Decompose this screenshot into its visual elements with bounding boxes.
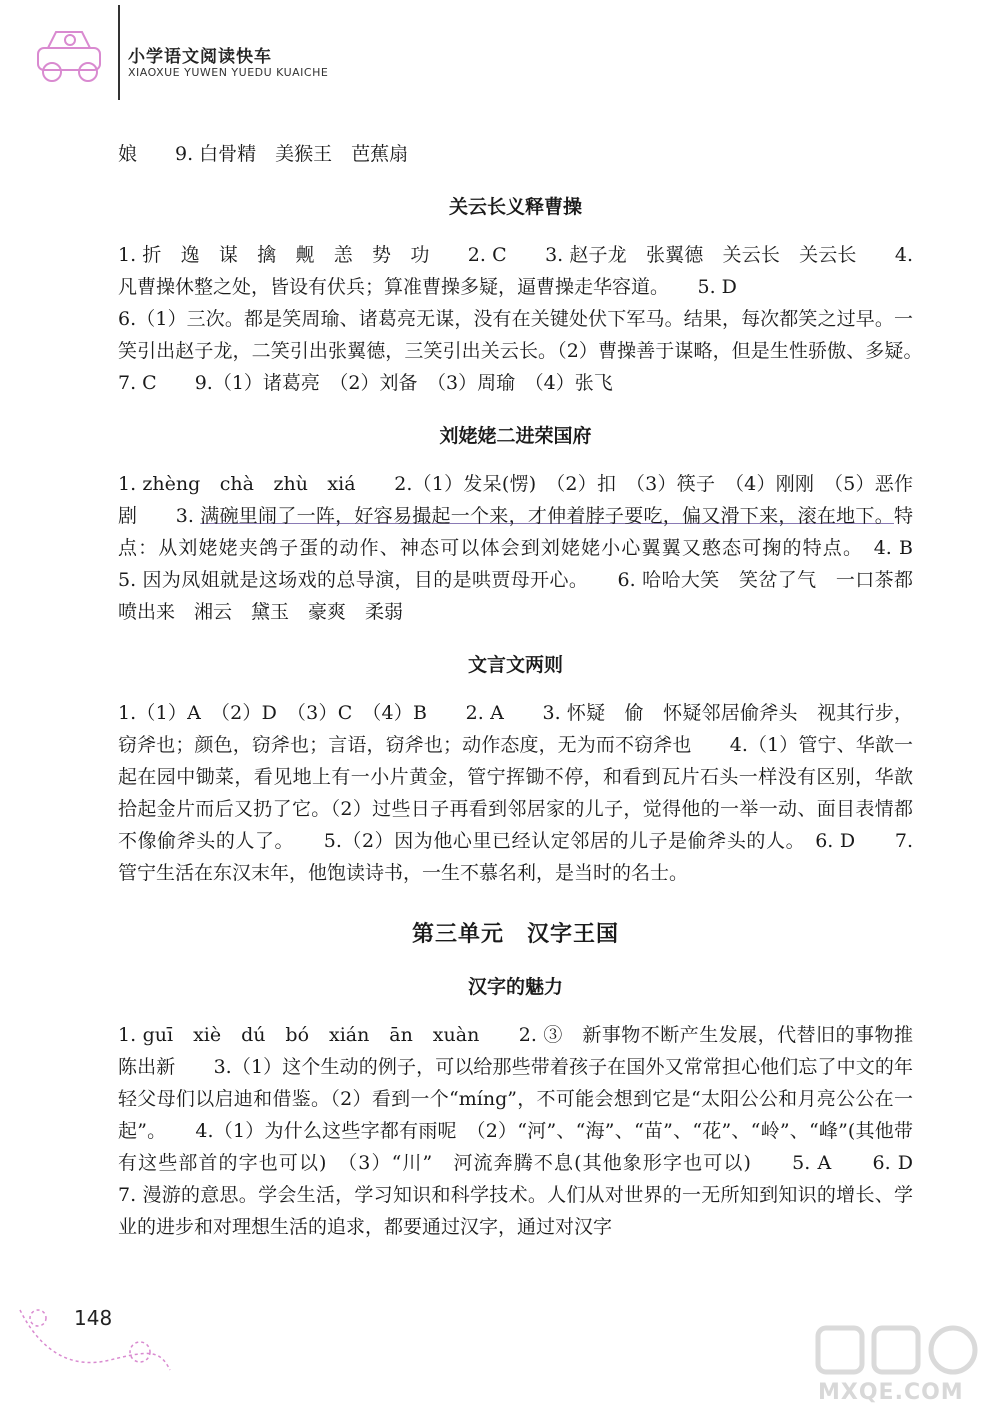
floral-decoration-icon [10, 1290, 180, 1380]
answer-text: 1. zhèng chà zhù xiá 2.（1）发呆(愣) （2）扣 （3）筷子 （4）刚刚 （5）恶作剧 3. [118, 473, 913, 527]
answer-para-3 [118, 468, 952, 628]
watermark-text: MXQE.COM [818, 1380, 964, 1405]
section-heading-3: 文言文两则 [467, 654, 563, 676]
answer-line-1: 娘 9. 白骨精 美猴王 芭蕉扇 [118, 143, 409, 165]
answer-para-4: 1.（1）A （2）D （3）C （4）B 2. A 3. 怀疑 偷 怀疑邻居偷斧头 视其行步，窃斧也；颜色，窃斧也；言语，窃斧也；动作态度，无为而不窃斧也 4.（1）管宁、华歆一起在园中锄菜，看见地上有一小片黄金，管宁挥锄不停，和看到瓦片石头一样没有区别，华歆拾起金片而后又扔了它。（2）过些日子再看到邻居家的儿子，觉得他的一举一动、面目表情都不像偷斧头的人了。 5.（2）因为他心里已经认定邻居的儿子是偷斧头的人。 6. D 7. 管宁生活在东汉末年，他饱读诗书，一生不慕名利，是当时的名士。 [118, 702, 913, 884]
answer-para-2: 6.（1）三次。都是笑周瑜、诸葛亮无谋，没有在关键处伏下军马。结果，每次都笑之过早。一笑引出赵子龙，二笑引出张翼德，三笑引出关云长。（2）曹操善于谋略，但是生性骄傲、多疑。 7. C 9.（1）诸葛亮 （2）刘备 （3）周瑜 （4）张飞 [118, 308, 933, 394]
answer-para-5: 1. guī xiè dú bó xián ān xuàn 2. ③ 新事物不断产生发展，代替旧的事物推陈出新 3.（1）这个生动的例子，可以给那些带着孩子在国外又常常担心他们忘了中文的年轻父母们以启迪和借鉴。（2）看到一个“míng”，不可能会想到它是“太阳公公和月亮公公在一起”。 4.（1）为什么这些字都有雨呢 （2）“河”、“海”、“苗”、“花”、“岭”、“峰”(其他带有这些部首的字也可以) （3）“川” 河流奔腾不息(其他象形字也可以) 5. A 6. D 7. 漫游的意思。学会生活，学习知识和科学技术。人们从对世界的一无所知到知识的增长、学业的进步和对理想生活的追求，都要通过汉字，通过对汉字 [118, 1024, 952, 1238]
section-heading-1: 关云长义释曹操 [448, 196, 582, 218]
brand-title: 小学语文阅读快车 [128, 47, 272, 67]
page-number: 148 [74, 1306, 113, 1330]
answer-para-1: 1. 折 逸 谋 擒 觍 恙 势 功 2. C 3. 赵子龙 张翼德 关云长 关云长 4. 凡曹操休整之处，皆设有伏兵；算准曹操多疑，逼曹操走华容道。 5. D [118, 244, 913, 298]
section-heading-2: 刘姥姥二进荣国府 [439, 425, 592, 447]
header-divider [118, 5, 120, 100]
answer-content [118, 138, 952, 1243]
underlined-quote: 满碗里闹了一阵，好容易撮起一个来，才伸着脖子要吃，偏又滑下来，滚在地下。 [200, 505, 894, 527]
answer-text: 特点：从刘姥姥夹鸽子蛋的动作、神态可以体会到刘姥姥小心翼翼又憨态可掬的特点。 4. B 5. 因为凤姐就是这场戏的总导演，目的是哄贾母开心。 6. 哈哈大笑 笑岔了气 一口茶都喷出来 湘云 黛玉 豪爽 柔弱 [118, 505, 952, 623]
brand-subtitle: XIAOXUE YUWEN YUEDU KUAICHE [128, 66, 329, 79]
toy-car-icon [30, 20, 110, 90]
page-header [0, 0, 1000, 110]
unit-heading: 第三单元 汉字王国 [411, 922, 619, 947]
section-heading-4: 汉字的魅力 [467, 976, 563, 998]
